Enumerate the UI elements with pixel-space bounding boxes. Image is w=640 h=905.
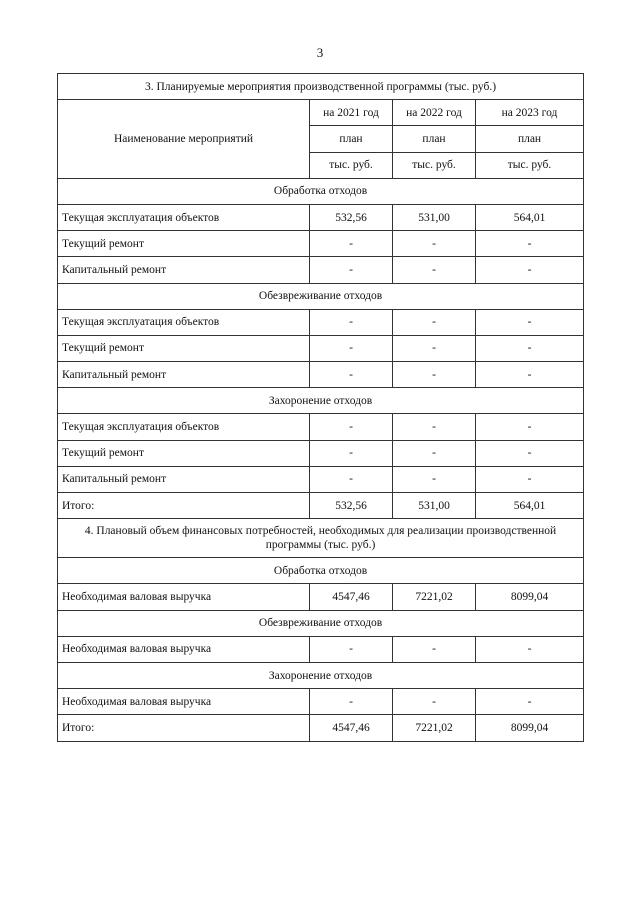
plan-header: план bbox=[476, 126, 584, 152]
group-title: Обезвреживание отходов bbox=[58, 610, 584, 636]
row-value: - bbox=[310, 309, 393, 335]
row-value: - bbox=[476, 362, 584, 388]
row-name: Текущая эксплуатация объектов bbox=[58, 414, 310, 440]
row-value: - bbox=[310, 231, 393, 257]
row-value: - bbox=[393, 335, 476, 361]
year-2021-header: на 2021 год bbox=[310, 100, 393, 126]
row-value: - bbox=[310, 335, 393, 361]
units-header: тыс. руб. bbox=[476, 152, 584, 178]
row-name: Капитальный ремонт bbox=[58, 257, 310, 283]
table-row bbox=[58, 584, 584, 610]
row-value: - bbox=[310, 689, 393, 715]
row-name: Необходимая валовая выручка bbox=[58, 636, 310, 662]
table-row bbox=[58, 466, 584, 492]
row-value: - bbox=[476, 257, 584, 283]
row-value: 531,00 bbox=[393, 204, 476, 230]
total-label: Итого: bbox=[58, 715, 310, 741]
row-value: - bbox=[310, 362, 393, 388]
header-row-years bbox=[58, 100, 584, 126]
group-title: Захоронение отходов bbox=[58, 662, 584, 688]
row-name: Необходимая валовая выручка bbox=[58, 689, 310, 715]
group-title-row bbox=[58, 662, 584, 688]
row-name: Капитальный ремонт bbox=[58, 466, 310, 492]
section3-title-row bbox=[58, 74, 584, 100]
group-title-row bbox=[58, 388, 584, 414]
row-value: - bbox=[393, 414, 476, 440]
group-title: Захоронение отходов bbox=[58, 388, 584, 414]
year-2023-header: на 2023 год bbox=[476, 100, 584, 126]
group-title-row bbox=[58, 178, 584, 204]
row-value: 4547,46 bbox=[310, 584, 393, 610]
row-name: Текущий ремонт bbox=[58, 440, 310, 466]
row-value: - bbox=[393, 309, 476, 335]
plan-header: план bbox=[310, 126, 393, 152]
row-value: - bbox=[476, 689, 584, 715]
table-row bbox=[58, 231, 584, 257]
table-row bbox=[58, 440, 584, 466]
units-header: тыс. руб. bbox=[310, 152, 393, 178]
table-row bbox=[58, 689, 584, 715]
activity-name-header: Наименование мероприятий bbox=[58, 100, 310, 179]
row-value: - bbox=[310, 636, 393, 662]
plan-header: план bbox=[393, 126, 476, 152]
page-number: 3 bbox=[316, 45, 324, 60]
row-value: - bbox=[476, 309, 584, 335]
row-value: - bbox=[310, 466, 393, 492]
row-value: - bbox=[476, 466, 584, 492]
production-program-table bbox=[57, 73, 584, 742]
table-row bbox=[58, 309, 584, 335]
row-value: - bbox=[476, 440, 584, 466]
row-value: - bbox=[393, 362, 476, 388]
total-value: 564,01 bbox=[476, 493, 584, 519]
row-name: Текущий ремонт bbox=[58, 335, 310, 361]
row-value: 564,01 bbox=[476, 204, 584, 230]
units-header: тыс. руб. bbox=[393, 152, 476, 178]
row-value: - bbox=[310, 440, 393, 466]
section4-title: 4. Плановый объем финансовых потребностей, необходимых для реализации производственной программы (тыс. руб.) bbox=[58, 519, 584, 558]
group-title: Обработка отходов bbox=[58, 178, 584, 204]
total-value: 4547,46 bbox=[310, 715, 393, 741]
row-value: - bbox=[476, 231, 584, 257]
row-value: 532,56 bbox=[310, 204, 393, 230]
row-value: - bbox=[476, 414, 584, 440]
row-value: - bbox=[393, 636, 476, 662]
group-title-row bbox=[58, 283, 584, 309]
year-2022-header: на 2022 год bbox=[393, 100, 476, 126]
row-value: - bbox=[476, 335, 584, 361]
table-body bbox=[58, 74, 584, 742]
total-value: 532,56 bbox=[310, 493, 393, 519]
total-value: 531,00 bbox=[393, 493, 476, 519]
row-name: Текущая эксплуатация объектов bbox=[58, 309, 310, 335]
table-row bbox=[58, 335, 584, 361]
table-row bbox=[58, 204, 584, 230]
row-value: - bbox=[310, 257, 393, 283]
row-name: Текущая эксплуатация объектов bbox=[58, 204, 310, 230]
row-name: Текущий ремонт bbox=[58, 231, 310, 257]
total-value: 8099,04 bbox=[476, 715, 584, 741]
table-row bbox=[58, 414, 584, 440]
row-name: Необходимая валовая выручка bbox=[58, 584, 310, 610]
row-value: - bbox=[393, 440, 476, 466]
row-value: - bbox=[393, 257, 476, 283]
group-title: Обработка отходов bbox=[58, 558, 584, 584]
total-row bbox=[58, 493, 584, 519]
table-row bbox=[58, 636, 584, 662]
table-row bbox=[58, 362, 584, 388]
total-label: Итого: bbox=[58, 493, 310, 519]
row-value: 8099,04 bbox=[476, 584, 584, 610]
row-name: Капитальный ремонт bbox=[58, 362, 310, 388]
section3-title: 3. Планируемые мероприятия производственной программы (тыс. руб.) bbox=[58, 74, 584, 100]
group-title-row bbox=[58, 558, 584, 584]
total-row bbox=[58, 715, 584, 741]
row-value: - bbox=[393, 689, 476, 715]
row-value: - bbox=[310, 414, 393, 440]
row-value: - bbox=[393, 466, 476, 492]
row-value: - bbox=[476, 636, 584, 662]
group-title: Обезвреживание отходов bbox=[58, 283, 584, 309]
total-value: 7221,02 bbox=[393, 715, 476, 741]
section4-title-row bbox=[58, 519, 584, 558]
table-row bbox=[58, 257, 584, 283]
group-title-row bbox=[58, 610, 584, 636]
row-value: 7221,02 bbox=[393, 584, 476, 610]
row-value: - bbox=[393, 231, 476, 257]
